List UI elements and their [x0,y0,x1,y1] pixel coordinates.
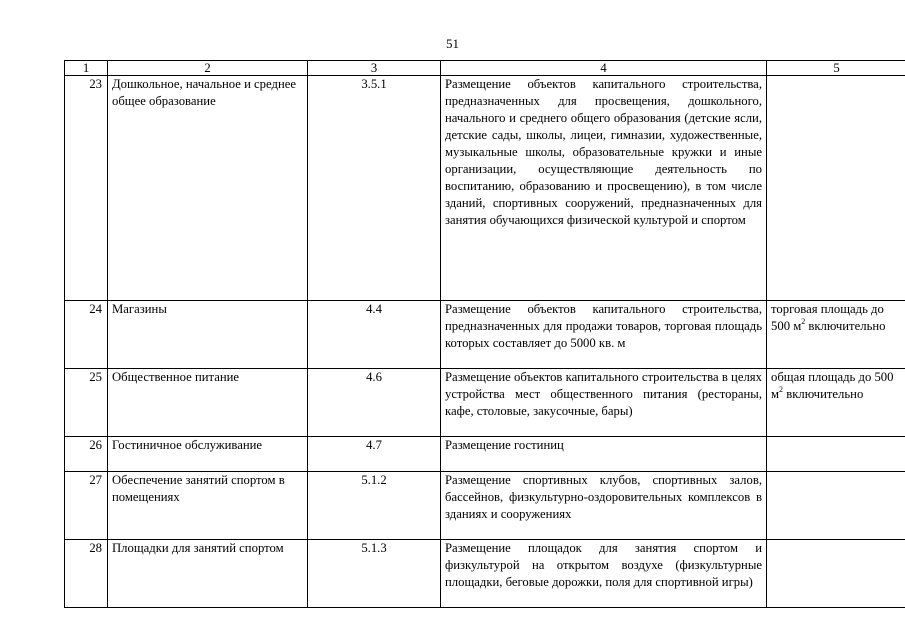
use-type-name: Обеспечение занятий спортом в помещениях [108,472,308,540]
use-type-code: 4.4 [308,301,441,369]
use-type-description: Размещение площадок для занятия спортом и физкультурой на открытом воздухе (физкультурные площадки, беговые дорожки, поля для спортивной игры) [441,540,767,608]
table-row [65,540,905,608]
use-type-name: Общественное питание [108,369,308,437]
table-row [65,437,905,472]
table-row [65,472,905,540]
use-type-limit [767,437,905,472]
land-use-table [64,60,905,608]
row-number: 28 [65,540,108,608]
table-row [65,369,905,437]
use-type-description: Размещение объектов капитального строительства, предназначенных для просвещения, дошкольного, начального и среднего общего образования (детские ясли, детские сады, школы, лицеи, гимназии, художественные, музыкальные школы, образовательные кружки и иные организации, осуществляющие деятельность по воспитанию, образованию и просвещению), в том числе зданий, спортивных сооружений, предназначенных для занятия обучающихся физической культурой и спортом [441,76,767,301]
use-type-description: Размещение гостиниц [441,437,767,472]
row-number: 25 [65,369,108,437]
use-type-limit [767,540,905,608]
use-type-name: Гостиничное обслуживание [108,437,308,472]
column-header-2: 2 [108,61,308,76]
use-type-code: 4.6 [308,369,441,437]
use-type-name: Дошкольное, начальное и среднее общее образование [108,76,308,301]
use-type-code: 3.5.1 [308,76,441,301]
column-header-3: 3 [308,61,441,76]
row-number: 23 [65,76,108,301]
row-number: 27 [65,472,108,540]
use-type-limit: общая площадь до 500 $м^2$ включительно [767,369,905,437]
use-type-limit: торговая площадь до 500 $м^2$ включительно [767,301,905,369]
column-header-4: 4 [441,61,767,76]
row-number: 24 [65,301,108,369]
use-type-description: Размещение спортивных клубов, спортивных залов, бассейнов, физкультурно-оздоровительных комплексов в зданиях и сооружениях [441,472,767,540]
use-type-name: Площадки для занятий спортом [108,540,308,608]
column-header-1: 1 [65,61,108,76]
page-number: 51 [446,36,459,51]
use-type-limit [767,472,905,540]
column-header-5: 5 [767,61,905,76]
table-header-row [65,61,905,76]
use-type-code: 5.1.2 [308,472,441,540]
use-type-name: Магазины [108,301,308,369]
use-type-description: Размещение объектов капитального строительства в целях устройства мест общественного питания (рестораны, кафе, столовые, закусочные, бары) [441,369,767,437]
use-type-code: 5.1.3 [308,540,441,608]
use-type-code: 4.7 [308,437,441,472]
row-number: 26 [65,437,108,472]
table-row [65,76,905,301]
table-row [65,301,905,369]
use-type-limit [767,76,905,301]
use-type-description: Размещение объектов капитального строительства, предназначенных для продажи товаров, торговая площадь которых составляет до 5000 кв. м [441,301,767,369]
